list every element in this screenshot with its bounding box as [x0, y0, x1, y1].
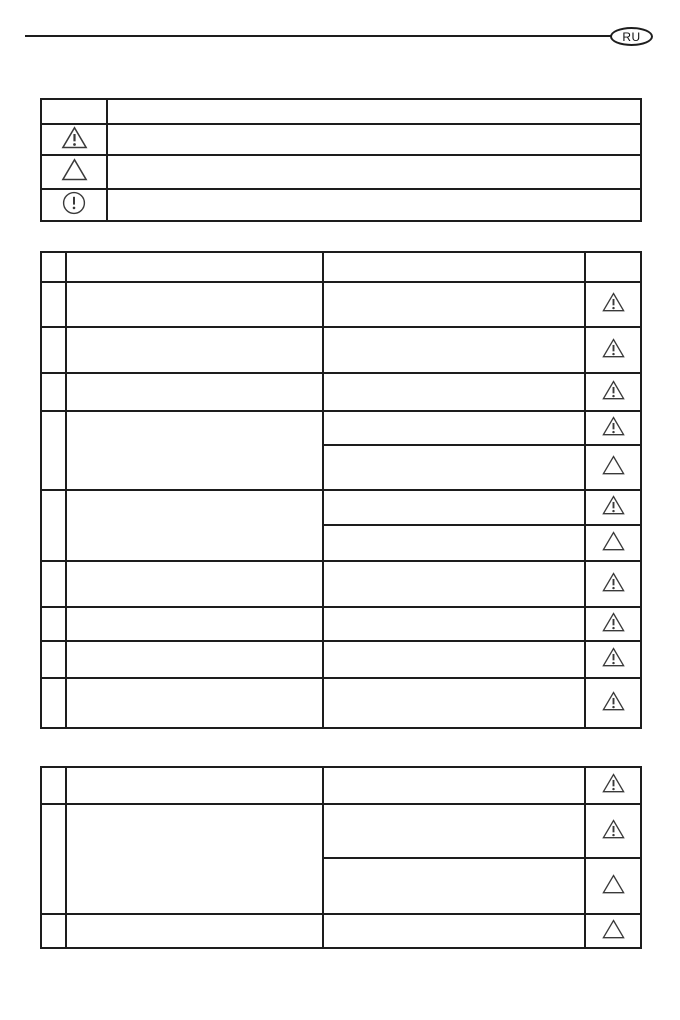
symbol-cell	[585, 373, 641, 411]
symbol-legend-table	[40, 98, 642, 222]
row-number-cell	[41, 678, 66, 728]
symbol-cell	[585, 641, 641, 678]
symbol-cell	[585, 767, 641, 804]
caution-triangle-icon	[602, 531, 625, 551]
warning-triangle-icon	[602, 292, 625, 312]
cause-cell	[323, 411, 585, 445]
header-problem-cell	[66, 252, 323, 282]
header-cause-cell	[323, 252, 585, 282]
table-row	[41, 327, 641, 373]
problem-cell	[66, 561, 323, 607]
troubleshooting-table	[40, 251, 642, 729]
problem-cell	[66, 678, 323, 728]
language-badge	[610, 27, 653, 46]
table-row	[41, 641, 641, 678]
warning-triangle-icon	[602, 691, 625, 711]
problem-cell	[66, 607, 323, 641]
warning-triangle-icon	[602, 647, 625, 667]
row-number-cell	[41, 607, 66, 641]
warning-triangle-icon	[602, 773, 625, 793]
symbol-cell	[585, 804, 641, 858]
header-rule	[25, 35, 612, 37]
row-number-cell	[41, 411, 66, 490]
warning-triangle-icon	[602, 338, 625, 358]
symbol-cell	[585, 282, 641, 327]
cause-cell	[323, 525, 585, 561]
legend-symbol-cell	[41, 189, 107, 221]
symbol-cell	[585, 525, 641, 561]
row-number-cell	[41, 561, 66, 607]
warning-triangle-icon	[602, 612, 625, 632]
table-row	[41, 914, 641, 948]
problem-cell	[66, 804, 323, 914]
cause-cell	[323, 767, 585, 804]
problem-cell	[66, 373, 323, 411]
row-number-cell	[41, 282, 66, 327]
header-symbol-cell	[585, 252, 641, 282]
problem-cell	[66, 327, 323, 373]
language-badge-label: RU	[622, 29, 641, 44]
table-row	[41, 561, 641, 607]
problem-cell	[66, 411, 323, 490]
table-row	[41, 490, 641, 525]
symbol-cell	[585, 490, 641, 525]
table-row	[41, 373, 641, 411]
table-row	[41, 607, 641, 641]
troubleshooting-table-continued	[40, 766, 642, 949]
table-row	[41, 678, 641, 728]
cause-cell	[323, 490, 585, 525]
caution-triangle-icon	[602, 455, 625, 475]
cause-cell	[323, 858, 585, 914]
header-number-cell	[41, 252, 66, 282]
cause-cell	[323, 282, 585, 327]
cause-cell	[323, 641, 585, 678]
row-number-cell	[41, 804, 66, 914]
warning-triangle-icon	[602, 572, 625, 592]
table-row	[41, 411, 641, 445]
caution-triangle-icon	[602, 919, 625, 939]
warning-triangle-icon	[602, 380, 625, 400]
legend-row	[41, 189, 641, 221]
cause-cell	[323, 445, 585, 490]
row-number-cell	[41, 373, 66, 411]
row-number-cell	[41, 641, 66, 678]
cause-cell	[323, 327, 585, 373]
table-row	[41, 767, 641, 804]
warning-triangle-icon	[602, 495, 625, 515]
legend-header-symbol-cell	[41, 99, 107, 124]
warning-triangle-icon	[61, 126, 88, 149]
table-row	[41, 282, 641, 327]
legend-symbol-cell	[41, 124, 107, 155]
symbol-cell	[585, 327, 641, 373]
problem-cell	[66, 767, 323, 804]
symbol-cell	[585, 561, 641, 607]
row-number-cell	[41, 327, 66, 373]
legend-header-row	[41, 99, 641, 124]
cause-cell	[323, 804, 585, 858]
notice-circle-icon	[62, 191, 86, 215]
cause-cell	[323, 678, 585, 728]
legend-meaning-cell	[107, 189, 641, 221]
row-number-cell	[41, 914, 66, 948]
problem-cell	[66, 490, 323, 561]
table-header-row	[41, 252, 641, 282]
row-number-cell	[41, 490, 66, 561]
cause-cell	[323, 914, 585, 948]
warning-triangle-icon	[602, 416, 625, 436]
symbol-cell	[585, 607, 641, 641]
legend-header-meaning-cell	[107, 99, 641, 124]
problem-cell	[66, 282, 323, 327]
cause-cell	[323, 373, 585, 411]
symbol-cell	[585, 858, 641, 914]
symbol-cell	[585, 411, 641, 445]
symbol-cell	[585, 678, 641, 728]
problem-cell	[66, 914, 323, 948]
symbol-cell	[585, 445, 641, 490]
warning-triangle-icon	[602, 819, 625, 839]
legend-meaning-cell	[107, 124, 641, 155]
cause-cell	[323, 561, 585, 607]
problem-cell	[66, 641, 323, 678]
row-number-cell	[41, 767, 66, 804]
legend-row	[41, 155, 641, 189]
table-row	[41, 804, 641, 858]
legend-row	[41, 124, 641, 155]
caution-triangle-icon	[602, 874, 625, 894]
legend-meaning-cell	[107, 155, 641, 189]
caution-triangle-icon	[61, 158, 88, 181]
legend-symbol-cell	[41, 155, 107, 189]
cause-cell	[323, 607, 585, 641]
symbol-cell	[585, 914, 641, 948]
